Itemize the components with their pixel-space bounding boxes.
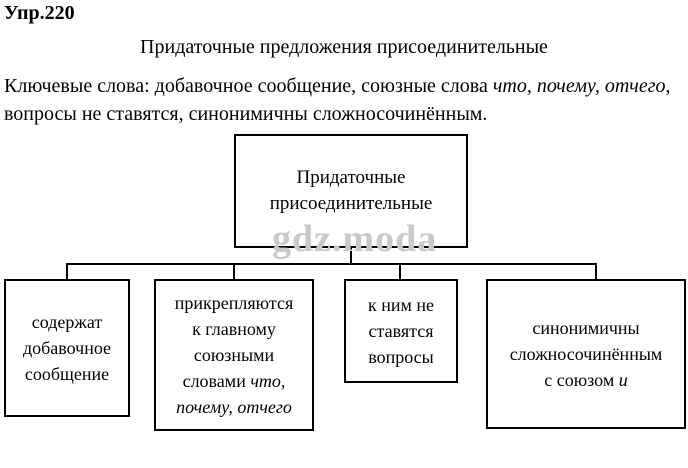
child-4-line-3 xyxy=(510,367,663,393)
child-2-line-1: прикрепляются xyxy=(174,293,294,313)
child-2-line-2: к главному xyxy=(192,319,276,339)
child-box-3 xyxy=(344,279,458,383)
horizontal-connector-line xyxy=(66,263,597,265)
watermark: gdz.moda xyxy=(272,218,438,260)
child-2-line-5 xyxy=(175,394,293,420)
branch-line-3 xyxy=(399,263,401,280)
child-2-line-4 xyxy=(175,368,293,394)
child-4-line-3-prefix: с союзом xyxy=(544,370,619,390)
keywords-suffix: , вопросы не ставятся, синонимичны сложносочинённым. xyxy=(4,75,671,125)
branch-line-1 xyxy=(66,263,68,280)
exercise-number: Упр.220 xyxy=(4,2,75,24)
root-line-2: присоединительные xyxy=(269,193,433,214)
child-4-line-3-italic: и xyxy=(618,370,628,390)
branch-line-4 xyxy=(595,263,597,280)
child-box-4 xyxy=(486,279,686,429)
child-1-line-2: добавочное xyxy=(22,338,112,358)
child-1-line-1: содержат xyxy=(31,312,103,332)
child-2-line-3: союзными xyxy=(193,345,275,365)
child-2-line-5-italic: почему, отчего xyxy=(176,397,292,417)
keywords-italic-words: что, почему, отчего xyxy=(492,75,666,97)
root-line-1: Придаточные xyxy=(296,167,406,188)
child-2-line-4-prefix: словами xyxy=(182,371,251,391)
child-2-line-4-italic: что, xyxy=(250,371,286,391)
child-box-1 xyxy=(4,279,130,417)
keywords-paragraph xyxy=(4,72,686,128)
branch-line-2 xyxy=(233,263,235,280)
child-3-line-3: вопросы xyxy=(368,347,434,367)
child-box-2 xyxy=(154,279,314,431)
child-3-line-1: к ним не xyxy=(367,295,435,315)
child-1-line-3: сообщение xyxy=(24,364,110,384)
keywords-prefix: Ключевые слова: добавочное сообщение, союзные слова xyxy=(4,75,493,97)
child-3-line-2: ставятся xyxy=(368,321,434,341)
child-4-line-1: синонимичны xyxy=(532,318,640,338)
page-heading: Придаточные предложения присоединительные xyxy=(140,36,548,58)
child-4-line-2: сложносочинённым xyxy=(509,344,663,364)
